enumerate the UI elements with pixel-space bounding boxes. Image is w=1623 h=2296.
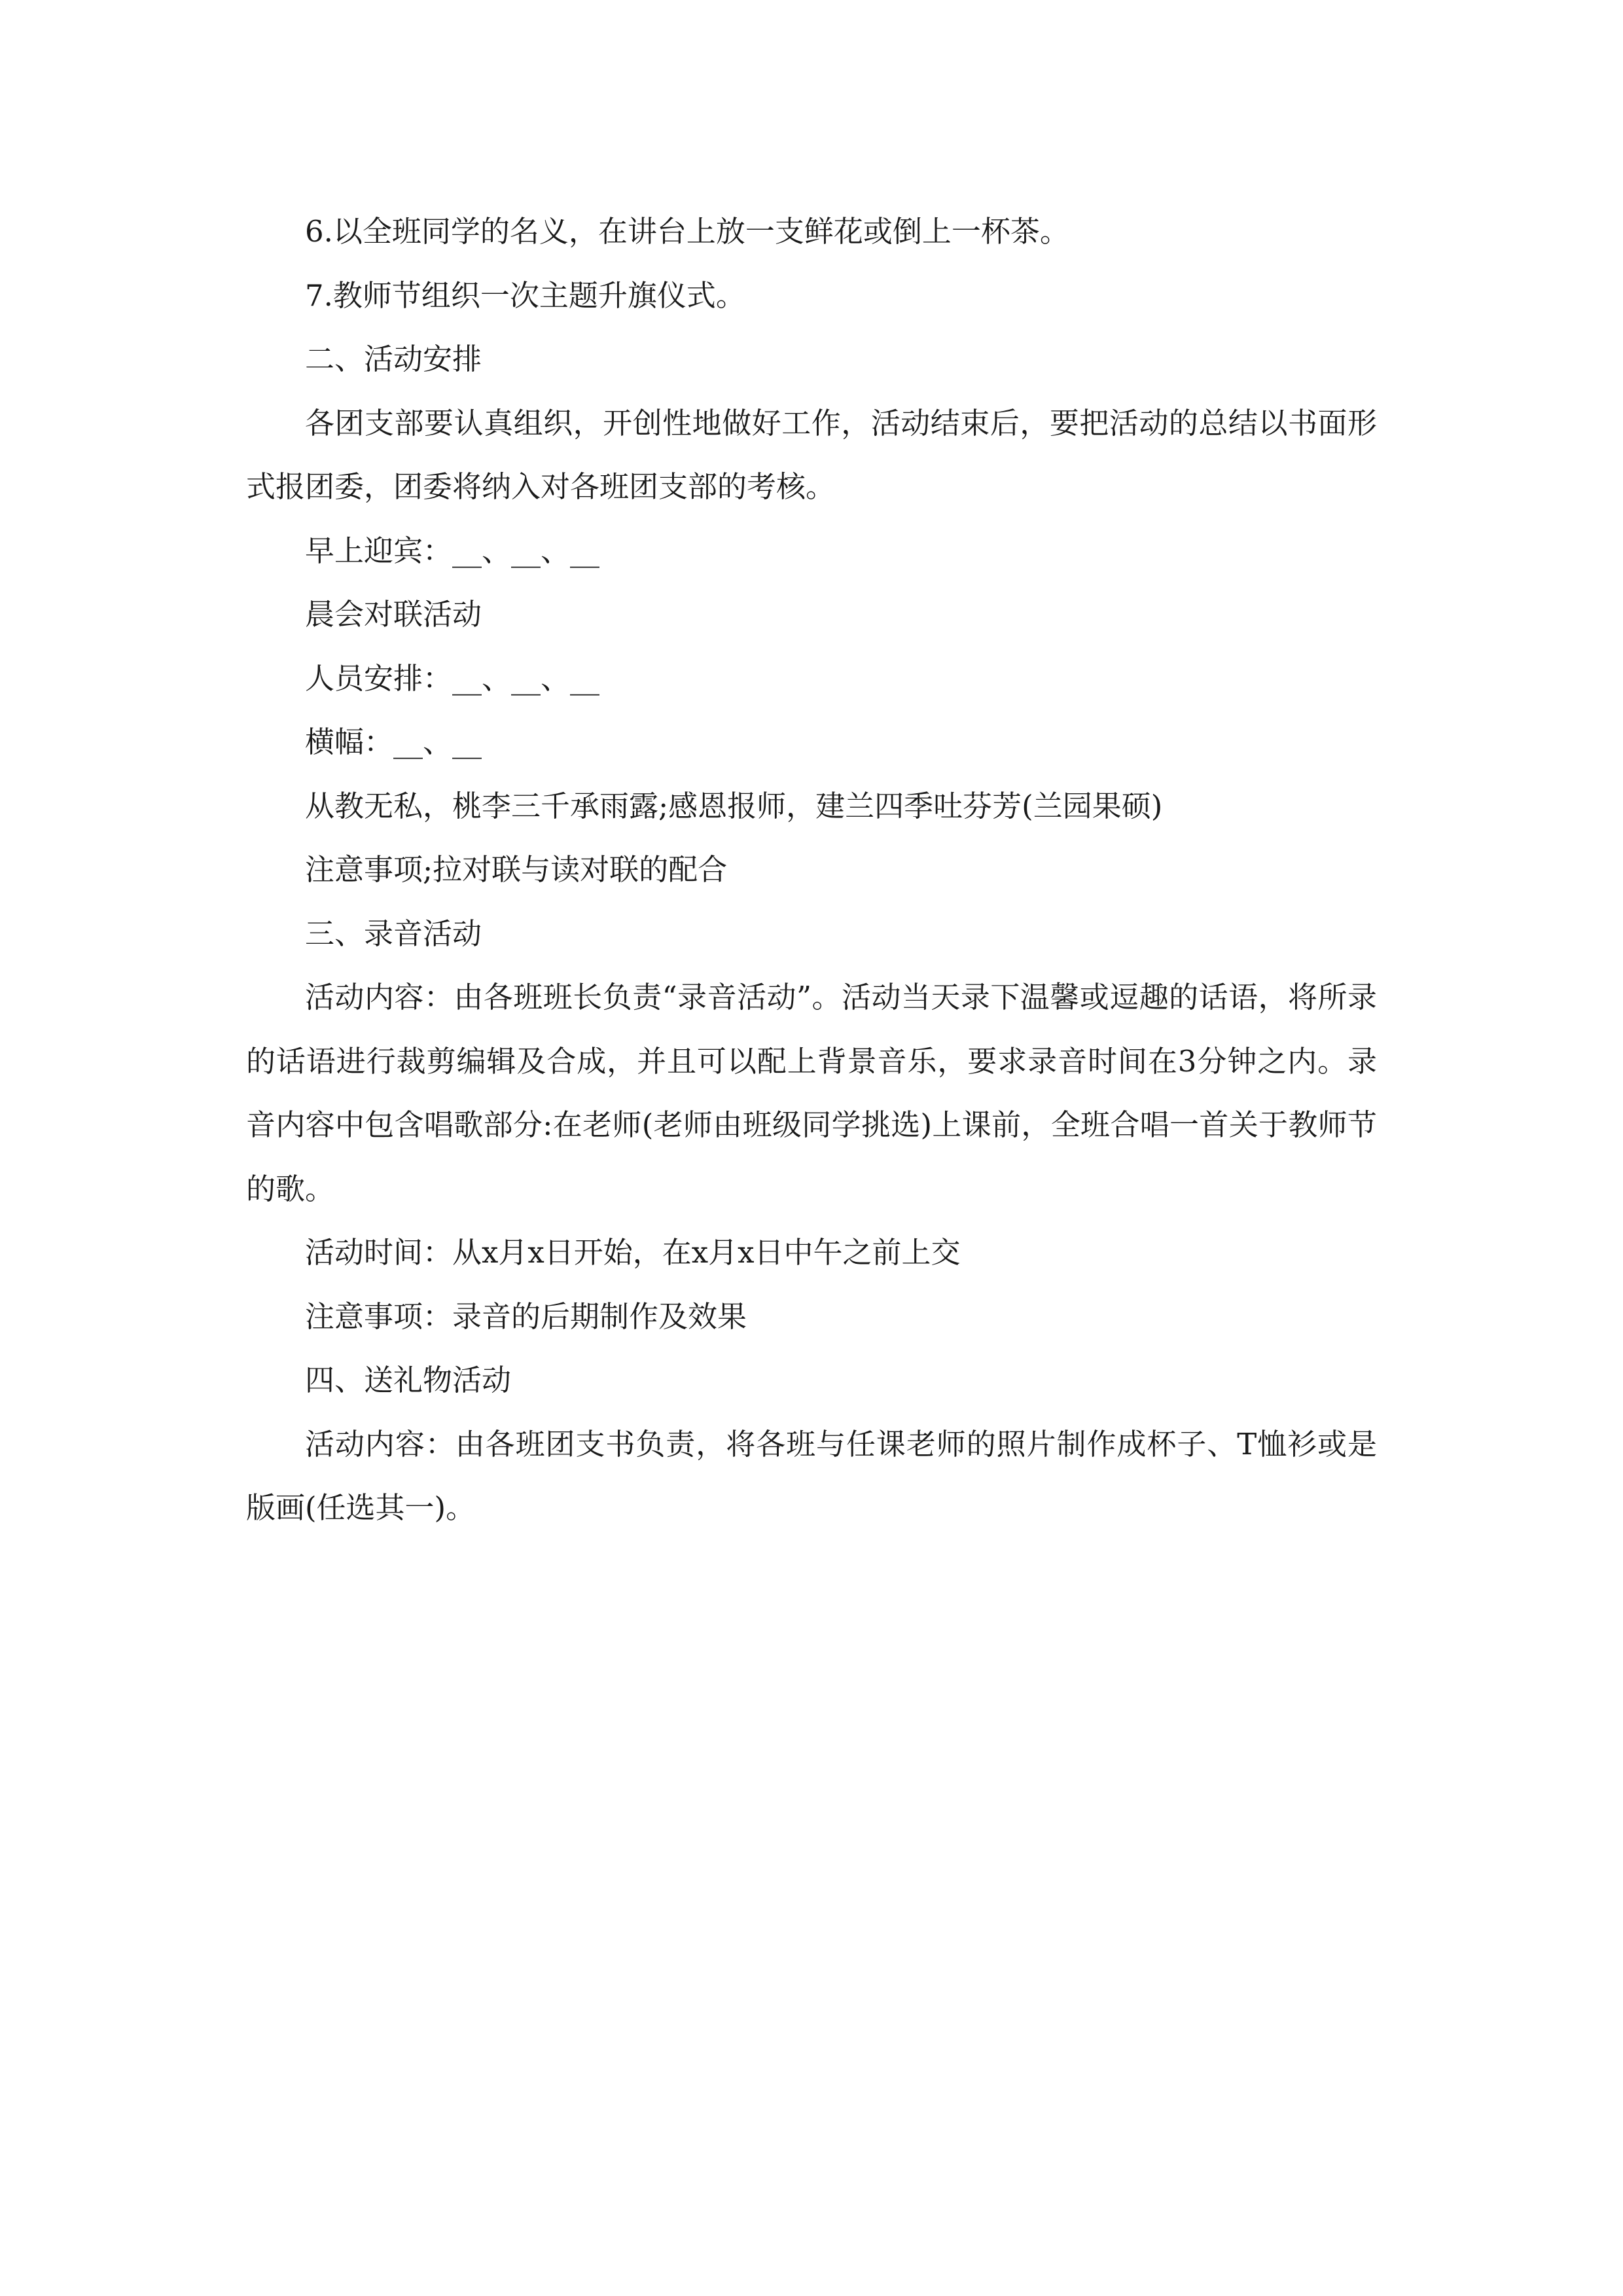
paragraph-recording-content: 活动内容：由各班班长负责“录音活动”。活动当天录下温馨或逗趣的话语，将所录的话语进行裁剪编辑及合成，并且可以配上背景音乐，要求录音时间在3分钟之内。录音内容中包含唱歌部分:在老师(老师由班级同学挑选)上课前，全班合唱一首关于教师节的歌。 (246, 980, 1377, 1206)
section-heading-recording-activity: 三、录音活动 (305, 916, 482, 951)
paragraph-gift-content: 活动内容：由各班团支书负责，将各班与任课老师的照片制作成杯子、T恤衫或是版画(任选其一)。 (246, 1426, 1377, 1525)
paragraph-staff-arrangement: 人员安排：__、__、__ (305, 660, 600, 696)
paragraph-arrangement-body: 各团支部要认真组织，开创性地做好工作，活动结束后，要把活动的总结以书面形式报团委，团委将纳入对各班团支部的考核。 (246, 405, 1377, 504)
paragraph-morning-welcome: 早上迎宾：__、__、__ (305, 533, 600, 568)
document-body (246, 200, 1377, 1540)
paragraph-couplet-activity: 晨会对联活动 (305, 597, 482, 632)
paragraph-item-7: 7.教师节组织一次主题升旗仪式。 (305, 278, 745, 313)
paragraph-recording-time: 活动时间：从x月x日开始，在x月x日中午之前上交 (305, 1235, 961, 1270)
section-heading-activity-arrangement: 二、活动安排 (305, 342, 482, 376)
section-heading-gift-activity: 四、送礼物活动 (305, 1363, 512, 1397)
paragraph-couplet-notes: 注意事项;拉对联与读对联的配合 (305, 852, 728, 887)
paragraph-item-6: 6.以全班同学的名义，在讲台上放一支鲜花或倒上一杯茶。 (305, 214, 1069, 249)
paragraph-banner: 横幅：__、__ (305, 725, 482, 759)
paragraph-couplet-text: 从教无私，桃李三千承雨露;感恩报师，建兰四季吐芬芳(兰园果硕) (305, 788, 1163, 823)
paragraph-recording-notes: 注意事项：录音的后期制作及效果 (305, 1299, 747, 1334)
